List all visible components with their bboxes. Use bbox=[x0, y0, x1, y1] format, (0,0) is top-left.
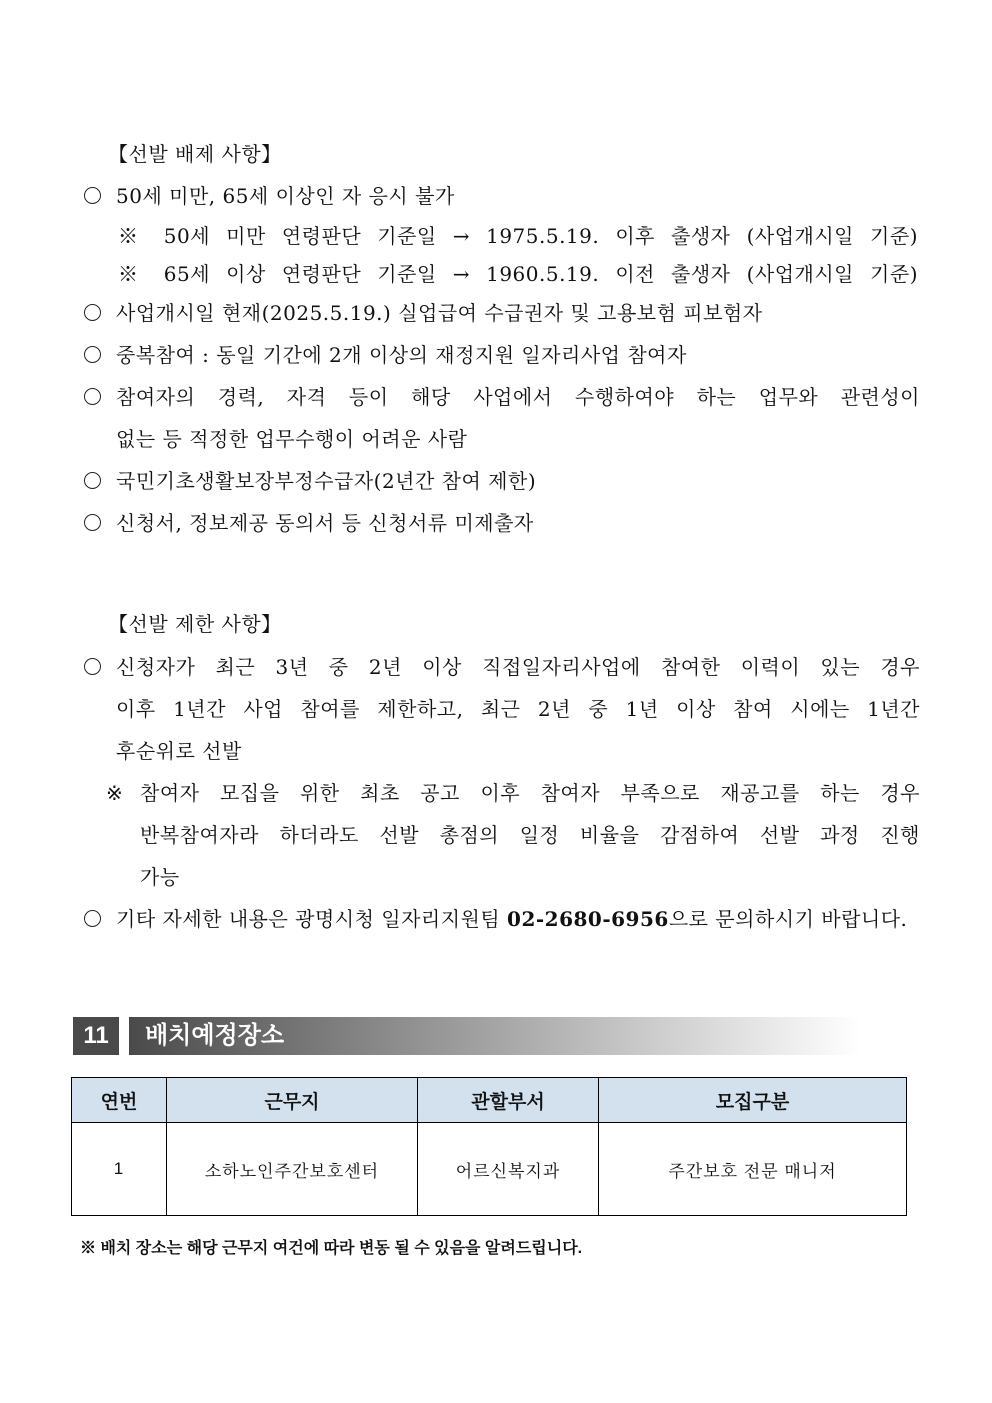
bullet-circle-icon bbox=[84, 658, 101, 675]
table-row bbox=[72, 1123, 907, 1216]
contact-phone: 02-2680-6956 bbox=[507, 907, 669, 931]
exclusion-item-qualification-line1: 참여자의 경력, 자격 등이 해당 사업에서 수행하여야 하는 업무와 관련성이 bbox=[116, 385, 920, 409]
restriction-note-line2: 반복참여자라 하더라도 선발 총점의 일정 비율을 감점하여 선발 과정 진행 bbox=[140, 823, 920, 847]
exclusion-heading: 【선발 배제 사항】 bbox=[108, 142, 282, 166]
restriction-item-line3: 후순위로 선발 bbox=[116, 739, 242, 763]
header-department: 관할부서 bbox=[418, 1078, 599, 1123]
header-workplace: 근무지 bbox=[167, 1078, 418, 1123]
bullet-circle-icon bbox=[84, 514, 101, 531]
table-header-row bbox=[72, 1078, 907, 1123]
exclusion-note-over65: ※ 65세 이상 연령판단 기준일 → 1960.5.19. 이전 출생자 (사업개시일 기준) bbox=[118, 262, 918, 286]
exclusion-item-fraud: 국민기초생활보장부정수급자(2년간 참여 제한) bbox=[116, 469, 537, 493]
exclusion-item-unemployment: 사업개시일 현재(2025.5.19.) 실업급여 수급권자 및 고용보험 피보험자 bbox=[116, 301, 763, 325]
cell-workplace: 소하노인주간보호센터 bbox=[167, 1123, 418, 1216]
section-title: 배치예정장소 bbox=[145, 1022, 285, 1049]
exclusion-item-documents: 신청서, 정보제공 동의서 등 신청서류 미제출자 bbox=[116, 511, 534, 535]
restriction-note-mark: ※ bbox=[106, 781, 124, 805]
restriction-item-line2: 이후 1년간 사업 참여를 제한하고, 최근 2년 중 1년 이상 참여 시에는 1년간 bbox=[116, 697, 920, 721]
placement-table bbox=[71, 1077, 907, 1216]
restriction-heading: 【선발 제한 사항】 bbox=[108, 612, 282, 636]
bullet-circle-icon bbox=[84, 346, 101, 363]
cell-category: 주간보호 전문 매니저 bbox=[599, 1123, 907, 1216]
restriction-note-line1: 참여자 모집을 위한 최초 공고 이후 참여자 부족으로 재공고를 하는 경우 bbox=[140, 781, 920, 805]
restriction-note-line3: 가능 bbox=[140, 865, 180, 889]
header-category: 모집구분 bbox=[599, 1078, 907, 1123]
bullet-circle-icon bbox=[84, 187, 101, 204]
contact-info bbox=[116, 905, 907, 933]
placement-note: ※ 배치 장소는 해당 근무지 여건에 따라 변동 될 수 있음을 알려드립니다. bbox=[80, 1240, 583, 1257]
section-number: 11 bbox=[73, 1017, 119, 1055]
exclusion-note-under50: ※ 50세 미만 연령판단 기준일 → 1975.5.19. 이후 출생자 (사업개시일 기준) bbox=[118, 224, 918, 248]
exclusion-item-age: 50세 미만, 65세 이상인 자 응시 불가 bbox=[116, 184, 455, 208]
cell-no: 1 bbox=[72, 1123, 167, 1216]
restriction-item-line1: 신청자가 최근 3년 중 2년 이상 직접일자리사업에 참여한 이력이 있는 경우 bbox=[116, 655, 920, 679]
contact-suffix: 으로 문의하시기 바랍니다. bbox=[668, 907, 908, 931]
exclusion-item-duplicate: 중복참여 : 동일 기간에 2개 이상의 재정지원 일자리사업 참여자 bbox=[116, 343, 687, 367]
header-no: 연번 bbox=[72, 1078, 167, 1123]
bullet-circle-icon bbox=[84, 910, 101, 927]
bullet-circle-icon bbox=[84, 388, 101, 405]
contact-prefix: 기타 자세한 내용은 광명시청 일자리지원팀 bbox=[116, 907, 508, 931]
exclusion-item-qualification-line2: 없는 등 적정한 업무수행이 어려운 사람 bbox=[116, 427, 468, 451]
bullet-circle-icon bbox=[84, 304, 101, 321]
cell-department: 어르신복지과 bbox=[418, 1123, 599, 1216]
bullet-circle-icon bbox=[84, 472, 101, 489]
section-title-bar bbox=[129, 1017, 861, 1055]
